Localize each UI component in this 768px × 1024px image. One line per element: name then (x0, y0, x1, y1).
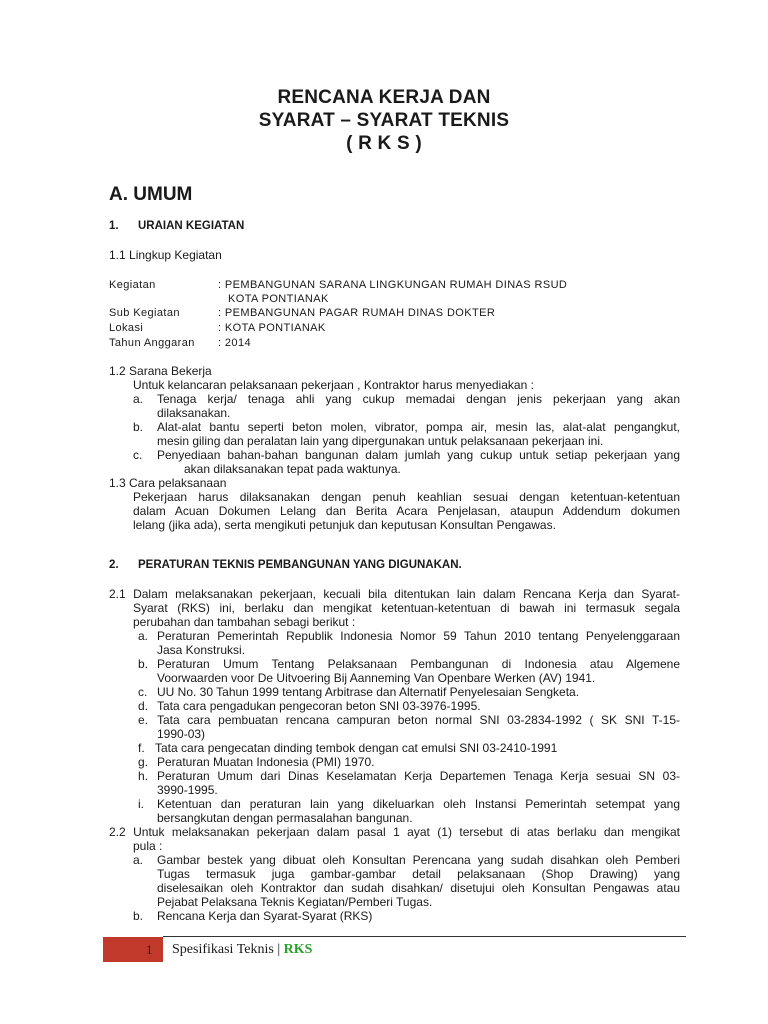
list-item-line: Tata cara pembuatan rencana campuran beton normal SNI 03-2834-1992 ( SK SNI T-15- (157, 713, 680, 727)
list-marker: i. (138, 797, 144, 811)
list-item-line: akan dilaksanakan tepat pada waktunya. (184, 462, 401, 476)
section-1-number: 1. (109, 220, 119, 232)
doc-title-line-3: ( R K S ) (346, 133, 422, 154)
paragraph-line: Syarat (RKS) ini, berlaku dan mengikat ketentuan-ketentuan di bawah ini termasuk segala (133, 601, 680, 615)
doc-title-line-1: RENCANA KERJA DAN (277, 87, 491, 108)
list-item-line: bersangkutan dengan permasalahan bangunan. (157, 811, 413, 825)
field-value-cont: KOTA PONTIANAK (228, 293, 329, 305)
list-marker: a. (133, 392, 144, 406)
field-value: : PEMBANGUNAN PAGAR RUMAH DINAS DOKTER (218, 307, 496, 319)
sub-1-2-intro: Untuk kelancaran pelaksanaan pekerjaan , Kontraktor harus menyediakan : (133, 378, 534, 392)
list-item-line: Peraturan Pemerintah Republik Indonesia Nomor 59 Tahun 2010 tentang Penyelenggaraan (157, 629, 680, 643)
list-item-line: Gambar bestek yang dibuat oleh Konsultan Perencana yang sudah disahkan oleh Pemberi (157, 853, 680, 867)
list-marker: b. (133, 420, 144, 434)
list-marker: c. (133, 448, 143, 462)
list-marker: g. (138, 755, 149, 769)
list-item-line: UU No. 30 Tahun 1999 tentang Arbitrase dan Alternatif Penyelesaian Sengketa. (157, 685, 580, 699)
footer-page-number: 1 (146, 942, 153, 957)
list-item-line: Penyediaan bahan-bahan bangunan dalam jumlah yang cukup untuk setiap pekerjaan yang (157, 448, 680, 462)
field-label: Lokasi (109, 322, 144, 334)
list-item-line: diselesaikan oleh Kontraktor dan sudah disahkan/ disetujui oleh Konsultan Pengawas atau (157, 881, 680, 895)
list-marker: f. (138, 741, 145, 755)
list-item-line: dilaksanakan. (157, 406, 231, 420)
field-label: Tahun Anggaran (109, 337, 195, 349)
list-marker: e. (138, 713, 149, 727)
list-item-line: Peraturan Umum Tentang Pelaksanaan Pembangunan di Indonesia atau Algemene (157, 657, 680, 671)
section-2-number: 2. (109, 559, 119, 571)
list-marker: h. (138, 769, 149, 783)
field-label: Kegiatan (109, 279, 156, 291)
list-item-line: Pejabat Pelaksana Teknis Kegiatan/Pemberi Tugas. (157, 895, 433, 909)
list-item-line: Alat-alat bantu seperti beton molen, vibrator, pompa air, mesin las, alat-alat pengangkut, (157, 420, 680, 434)
paragraph-line: lelang (jika ada), serta mengikuti petunjuk dan keputusan Konsultan Pengawas. (133, 518, 556, 532)
list-item-line: Jasa Konstruksi. (157, 643, 246, 657)
list-item-line: Tata cara pengadukan pengecoran beton SNI 03-3976-1995. (157, 699, 481, 713)
list-marker: b. (138, 657, 149, 671)
list-marker: d. (138, 699, 149, 713)
list-item-line: mesin giling dan peralatan lain yang dipergunakan untuk pelaksanaan pekerjaan ini. (157, 434, 604, 448)
footer-label: Spesifikasi Teknis | (172, 942, 284, 957)
list-marker: c. (138, 685, 148, 699)
list-item-line: Peraturan Umum dari Dinas Keselamatan Kerja Departemen Tenaga Kerja sesuai SN 03- (157, 769, 680, 783)
list-marker: b. (133, 909, 144, 923)
paragraph-line: pula : (133, 839, 163, 853)
paragraph-line: Pekerjaan harus dilaksanakan dengan penuh keahlian sesuai dengan ketentuan-ketentuan (133, 490, 680, 504)
sub-1-1-heading: 1.1 Lingkup Kegiatan (109, 248, 222, 262)
footer-text (172, 942, 312, 958)
list-item-line: 1990-03) (157, 727, 206, 741)
section-2-title: PERATURAN TEKNIS PEMBANGUNAN YANG DIGUNAKAN. (138, 559, 462, 571)
footer-rks-accent: RKS (283, 942, 313, 957)
list-item-line: Tugas termasuk juga gambar-gambar detail pelaksanaan (Shop Drawing) yang (157, 867, 680, 881)
field-value: : PEMBANGUNAN SARANA LINGKUNGAN RUMAH DINAS RSUD (218, 279, 568, 291)
paragraph-line: dalam Acuan Dokumen Lelang dan Berita Acara Penjelasan, ataupun Addendum dokumen (133, 504, 680, 518)
paragraph-line: perubahan dan tambahan sebagi berikut : (133, 615, 356, 629)
sub-1-3-heading: 1.3 Cara pelaksanaan (109, 476, 227, 490)
list-item-line: Voorwaarden voor De Uitvoering Bij Aanneming Van Openbare Werken (AV) 1941. (157, 671, 596, 685)
field-value: : KOTA PONTIANAK (218, 322, 326, 334)
paragraph-line: 2.2 Untuk melaksanakan pekerjaan dalam pasal 1 ayat (1) tersebut di atas berlaku dan mengikat (109, 825, 680, 839)
field-label: Sub Kegiatan (109, 307, 180, 319)
list-item-line: Tata cara pengecatan dinding tembok dengan cat emulsi SNI 03-2410-1991 (155, 741, 558, 755)
list-item-line: 3990-1995. (157, 783, 218, 797)
footer-page-box (103, 937, 163, 962)
field-value: : 2014 (218, 337, 251, 349)
list-item-line: Peraturan Muatan Indonesia (PMI) 1970. (157, 755, 375, 769)
list-item-line: Tenaga kerja/ tenaga ahli yang cukup memadai dengan jenis pekerjaan yang akan (157, 392, 680, 406)
doc-title-line-2: SYARAT – SYARAT TEKNIS (258, 110, 510, 131)
list-item-line: Rencana Kerja dan Syarat-Syarat (RKS) (157, 909, 373, 923)
paragraph-line: 2.1 Dalam melaksanakan pekerjaan, kecuali bila ditentukan lain dalam Rencana Kerja dan Syarat- (109, 587, 680, 601)
sub-1-2-heading: 1.2 Sarana Bekerja (109, 364, 212, 378)
footer-rule (163, 936, 686, 937)
section-a-heading: A. UMUM (109, 184, 193, 205)
list-marker: a. (133, 853, 144, 867)
list-item-line: Ketentuan dan peraturan lain yang dikeluarkan oleh Instansi Pemerintah setempat yang (157, 797, 680, 811)
section-1-title: URAIAN KEGIATAN (138, 220, 245, 232)
list-marker: a. (138, 629, 149, 643)
